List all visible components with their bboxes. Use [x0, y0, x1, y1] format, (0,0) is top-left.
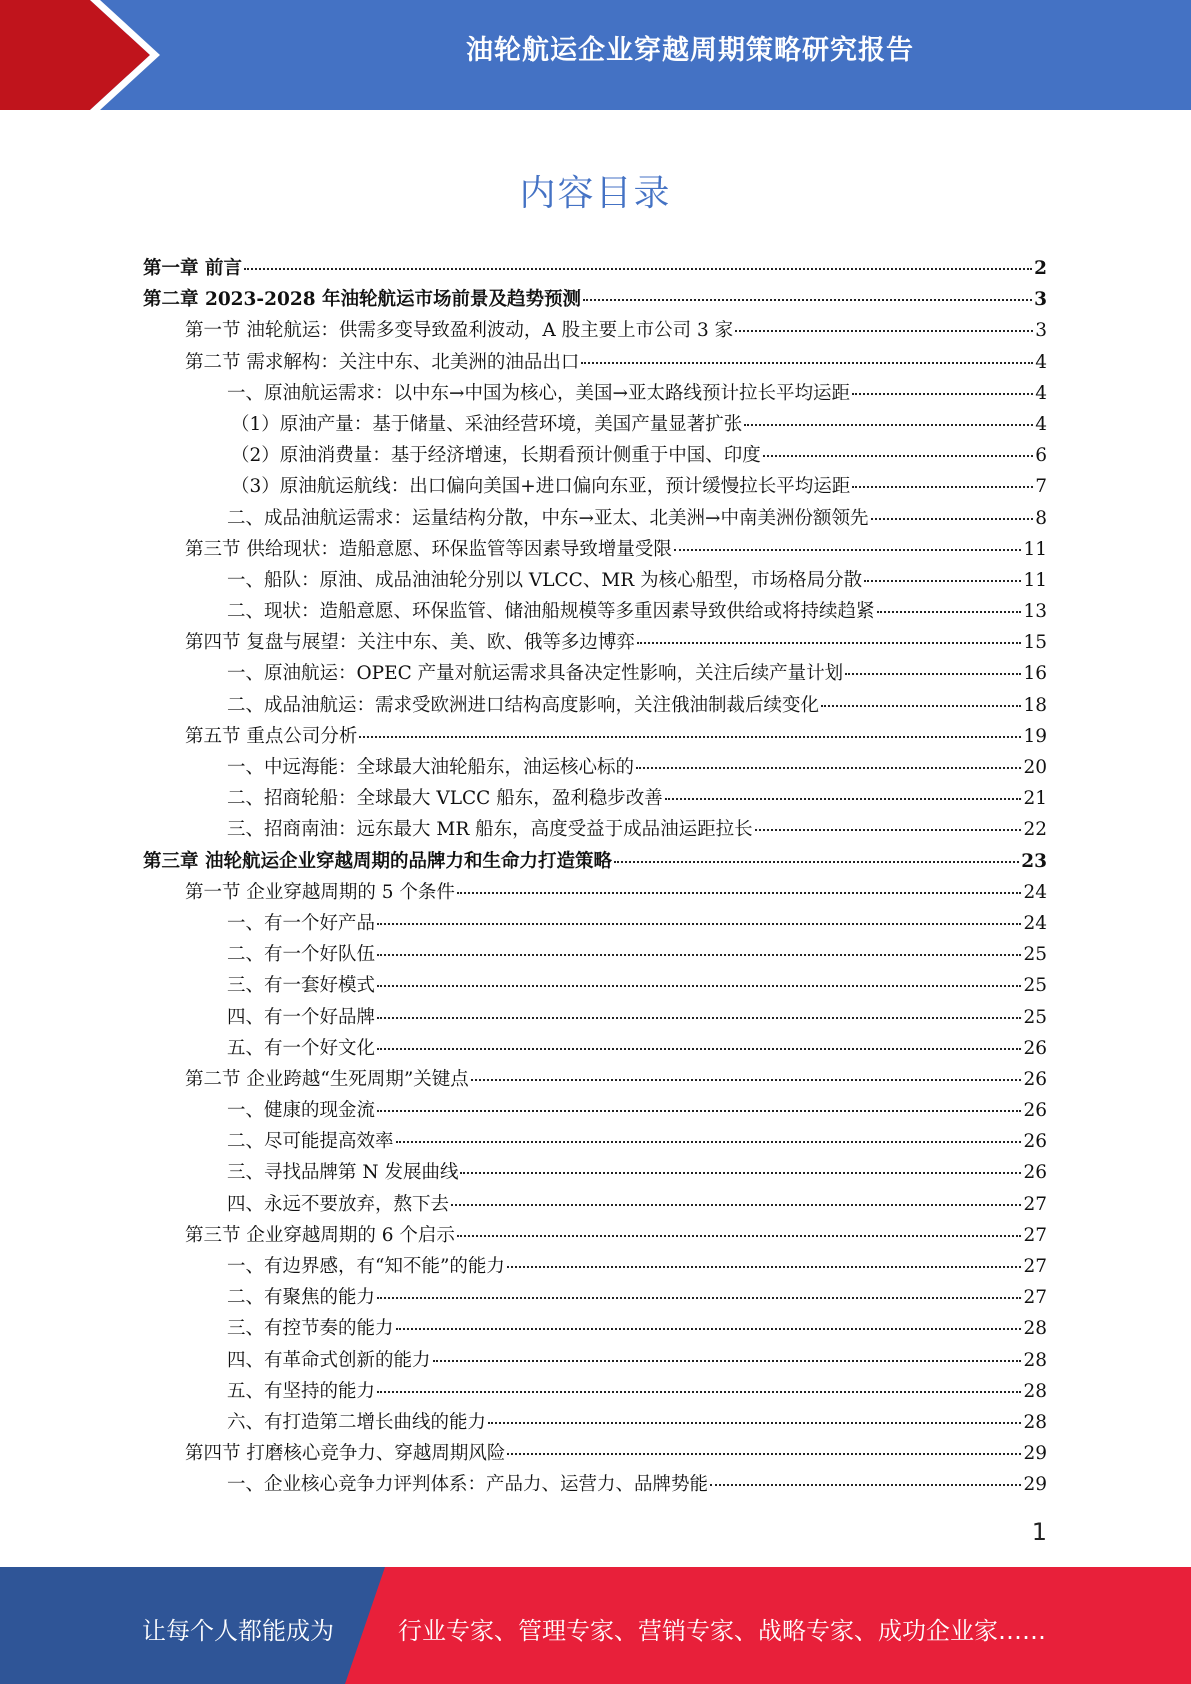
toc-entry[interactable]	[143, 908, 1047, 939]
toc-entry-text: 二、有一个好队伍	[227, 944, 376, 966]
toc-leader-dots	[377, 1297, 1021, 1299]
toc-entry[interactable]	[143, 1157, 1047, 1188]
toc-entry-page: 21	[1023, 788, 1047, 810]
toc-entry-text: 一、有边界感，有“知不能”的能力	[227, 1256, 505, 1277]
toc-entry-text: 二、现状：造船意愿、环保监管、储油船规模等多重因素导致供给或将持续趋紧	[227, 601, 875, 623]
toc-entry-page: 23	[1021, 850, 1047, 872]
toc-leader-dots	[377, 923, 1021, 925]
toc-entry-text: 二、成品油航运：需求受欧洲进口结构高度影响，关注俄油制裁后续变化	[227, 694, 820, 716]
toc-entry[interactable]	[143, 1407, 1047, 1438]
toc-leader-dots	[614, 861, 1019, 863]
toc-entry-text: 四、有革命式创新的能力	[227, 1349, 431, 1371]
toc-entry[interactable]	[143, 471, 1047, 502]
toc-entry[interactable]	[143, 253, 1047, 284]
toc-heading: 内容目录	[519, 173, 672, 214]
toc-entry-text: 第三节 企业穿越周期的 6 个启示	[185, 1224, 455, 1246]
toc-entry[interactable]	[143, 1469, 1047, 1500]
toc-leader-dots	[845, 673, 1021, 675]
toc-leader-dots	[377, 1048, 1021, 1050]
footer-slogan-left: 让每个人都能成为	[142, 1617, 334, 1645]
toc-entry[interactable]	[143, 1345, 1047, 1376]
toc-leader-dots	[451, 1204, 1021, 1206]
toc-leader-dots	[821, 705, 1021, 707]
toc-entry-text: 二、成品油航运需求：运量结构分散，中东→亚太、北美洲→中南美洲份额领先	[227, 507, 869, 529]
toc-entry[interactable]	[143, 970, 1047, 1001]
toc-entry[interactable]	[143, 1095, 1047, 1126]
toc-entry-text: 三、有一套好模式	[227, 975, 376, 997]
toc-entry-page: 20	[1023, 757, 1047, 778]
toc-entry-page: 19	[1023, 725, 1047, 747]
toc-entry-page: 8	[1035, 507, 1047, 529]
toc-leader-dots	[583, 299, 1032, 301]
toc-entry-page: 29	[1023, 1443, 1047, 1465]
toc-leader-dots	[852, 393, 1033, 395]
toc-entry-text: 第四节 复盘与展望：关注中东、美、欧、俄等多边博弈	[185, 632, 635, 654]
toc-entry-page: 26	[1023, 1131, 1047, 1153]
toc-entry-page: 24	[1023, 881, 1047, 903]
toc-leader-dots	[433, 1360, 1022, 1362]
toc-leader-dots	[581, 362, 1033, 364]
toc-entry-page: 25	[1023, 1006, 1047, 1028]
toc-entry-page: 4	[1035, 413, 1047, 435]
toc-entry[interactable]	[143, 1376, 1047, 1407]
toc-entry-text: 四、有一个好品牌	[227, 1006, 376, 1028]
toc-entry-text: 第一节 企业穿越周期的 5 个条件	[185, 881, 455, 903]
toc-leader-dots	[852, 486, 1033, 488]
toc-leader-dots	[471, 1079, 1022, 1081]
toc-entry-text: 第一节 油轮航运：供需多变导致盈利波动，A 股主要上市公司 3 家	[185, 320, 734, 342]
toc-entry-text: 第二章 2023-2028 年油轮航运市场前景及趋势预测	[143, 289, 582, 311]
toc-leader-dots	[396, 1328, 1022, 1330]
toc-leader-dots	[507, 1453, 1021, 1455]
toc-entry-page: 6	[1035, 445, 1047, 467]
toc-entry-text: 六、有打造第二增长曲线的能力	[227, 1411, 487, 1433]
toc-entry-text: 第三章 油轮航运企业穿越周期的品牌力和生命力打造策略	[143, 850, 612, 872]
toc-leader-dots	[877, 611, 1022, 613]
page-header	[0, 0, 1191, 110]
toc-entry-text: 三、寻找品牌第 N 发展曲线	[227, 1162, 459, 1184]
toc-entry-page: 18	[1023, 694, 1047, 716]
toc-entry-page: 4	[1035, 351, 1047, 373]
toc-entry-page: 24	[1023, 912, 1047, 934]
toc-entry[interactable]	[143, 440, 1047, 471]
toc-entry-text: 一、有一个好产品	[227, 912, 376, 934]
toc-entry[interactable]	[143, 1438, 1047, 1469]
toc-leader-dots	[755, 829, 1022, 831]
toc-entry-text: 第一章 前言	[143, 258, 242, 279]
toc-leader-dots	[710, 1484, 1021, 1486]
toc-entry[interactable]	[143, 783, 1047, 814]
toc-leader-dots	[457, 892, 1022, 894]
toc-entry-text: 一、原油航运需求：以中东→中国为核心，美国→亚太路线预计拉长平均运距	[227, 382, 851, 404]
toc-leader-dots	[396, 1141, 1022, 1143]
toc-entry[interactable]	[143, 284, 1047, 315]
toc-entry-page: 11	[1023, 569, 1047, 591]
toc-entry-page: 28	[1023, 1380, 1047, 1402]
toc-entry-page: 7	[1035, 476, 1047, 498]
toc-entry-page: 26	[1023, 1162, 1047, 1184]
toc-entry[interactable]	[143, 534, 1047, 565]
toc-leader-dots	[377, 954, 1021, 956]
toc-entry-text: 三、有控节奏的能力	[227, 1318, 394, 1340]
toc-entry[interactable]	[143, 846, 1047, 877]
toc-leader-dots	[871, 518, 1034, 520]
toc-entry[interactable]	[143, 315, 1047, 346]
toc-entry-text: 第五节 重点公司分析	[185, 725, 358, 747]
toc-entry[interactable]	[143, 814, 1047, 845]
toc-entry-text: 一、船队：原油、成品油油轮分别以 VLCC、MR 为核心船型，市场格局分散	[227, 569, 863, 591]
toc-leader-dots	[377, 985, 1021, 987]
toc-entry[interactable]	[143, 1251, 1047, 1282]
toc-entry-text: 一、企业核心竞争力评判体系：产品力、运营力、品牌势能	[227, 1474, 709, 1496]
table-of-contents	[143, 253, 1047, 1501]
page-number: 1	[1031, 1518, 1047, 1546]
toc-entry-page: 3	[1035, 320, 1047, 342]
toc-entry-text: 二、尽可能提高效率	[227, 1131, 394, 1153]
toc-entry[interactable]	[143, 1282, 1047, 1313]
toc-entry-page: 16	[1023, 663, 1047, 685]
toc-entry-page: 28	[1023, 1411, 1047, 1433]
toc-entry-text: 二、有聚焦的能力	[227, 1287, 376, 1309]
toc-entry[interactable]	[143, 409, 1047, 440]
toc-entry-text: （2）原油消费量：基于经济增速，长期看预计侧重于中国、印度	[231, 445, 761, 467]
toc-entry-text: （1）原油产量：基于储量、采油经营环境，美国产量显著扩张	[231, 413, 743, 435]
report-title: 油轮航运企业穿越周期策略研究报告	[466, 35, 914, 66]
toc-leader-dots	[864, 580, 1021, 582]
toc-entry-page: 28	[1023, 1318, 1047, 1340]
toc-entry-page: 28	[1023, 1349, 1047, 1371]
toc-entry-page: 15	[1023, 632, 1047, 654]
toc-entry[interactable]	[143, 596, 1047, 627]
toc-leader-dots	[377, 1110, 1021, 1112]
toc-entry[interactable]	[143, 658, 1047, 689]
toc-entry-page: 2	[1034, 258, 1047, 279]
toc-leader-dots	[665, 798, 1022, 800]
toc-entry-text: 三、招商南油：远东最大 MR 船东，高度受益于成品油运距拉长	[227, 819, 753, 841]
toc-leader-dots	[460, 1172, 1021, 1174]
toc-entry-page: 26	[1023, 1037, 1047, 1059]
toc-entry[interactable]	[143, 1189, 1047, 1220]
toc-entry[interactable]	[143, 1033, 1047, 1064]
toc-leader-dots	[674, 549, 1022, 551]
toc-leader-dots	[763, 455, 1033, 457]
toc-entry-page: 29	[1023, 1474, 1047, 1496]
toc-leader-dots	[744, 424, 1033, 426]
toc-entry-text: 一、健康的现金流	[227, 1100, 376, 1122]
toc-leader-dots	[377, 1391, 1021, 1393]
toc-leader-dots	[636, 767, 1021, 769]
toc-entry[interactable]	[143, 627, 1047, 658]
toc-leader-dots	[457, 1235, 1022, 1237]
toc-entry-page: 26	[1023, 1068, 1047, 1090]
toc-entry-text: 二、招商轮船：全球最大 VLCC 船东，盈利稳步改善	[227, 788, 663, 810]
toc-entry[interactable]	[143, 1313, 1047, 1344]
toc-entry-text: 五、有一个好文化	[227, 1037, 376, 1059]
toc-entry-text: 第二节 需求解构：关注中东、北美洲的油品出口	[185, 351, 580, 373]
toc-entry-page: 22	[1023, 819, 1047, 841]
toc-entry-page: 26	[1023, 1100, 1047, 1122]
toc-entry-page: 27	[1023, 1193, 1047, 1215]
toc-entry[interactable]	[143, 347, 1047, 378]
toc-leader-dots	[359, 736, 1021, 738]
toc-entry-page: 27	[1023, 1287, 1047, 1309]
toc-entry[interactable]	[143, 565, 1047, 596]
toc-entry[interactable]	[143, 939, 1047, 970]
toc-leader-dots	[377, 1017, 1021, 1019]
toc-leader-dots	[488, 1422, 1021, 1424]
toc-entry-page: 11	[1023, 538, 1047, 560]
toc-entry[interactable]	[143, 752, 1047, 783]
toc-entry-page: 25	[1023, 944, 1047, 966]
toc-entry-text: 四、永远不要放弃，熬下去	[227, 1193, 450, 1215]
toc-entry-text: 一、中远海能：全球最大油轮船东，油运核心标的	[227, 757, 635, 778]
toc-leader-dots	[735, 330, 1033, 332]
toc-entry-text: 一、原油航运：OPEC 产量对航运需求具备决定性影响，关注后续产量计划	[227, 663, 844, 685]
toc-entry-page: 27	[1023, 1224, 1047, 1246]
toc-entry[interactable]	[143, 1002, 1047, 1033]
toc-entry[interactable]	[143, 378, 1047, 409]
toc-entry-text: （3）原油航运航线：出口偏向美国+进口偏向东亚，预计缓慢拉长平均运距	[231, 476, 851, 498]
toc-entry-text: 第二节 企业跨越“生死周期”关键点	[185, 1068, 469, 1090]
toc-entry-page: 27	[1023, 1256, 1047, 1277]
toc-leader-dots	[637, 642, 1022, 644]
toc-entry[interactable]	[143, 1220, 1047, 1251]
toc-entry[interactable]	[143, 503, 1047, 534]
page-footer	[0, 1567, 1191, 1684]
toc-entry-page: 25	[1023, 975, 1047, 997]
toc-entry-page: 3	[1034, 289, 1047, 311]
toc-leader-dots	[244, 268, 1032, 270]
toc-entry-text: 第四节 打磨核心竞争力、穿越周期风险	[185, 1443, 506, 1465]
toc-entry-text: 第三节 供给现状：造船意愿、环保监管等因素导致增量受限	[185, 538, 672, 560]
toc-entry[interactable]	[143, 1064, 1047, 1095]
toc-entry[interactable]	[143, 1126, 1047, 1157]
toc-entry-text: 五、有坚持的能力	[227, 1380, 376, 1402]
toc-entry-page: 13	[1023, 601, 1047, 623]
toc-entry[interactable]	[143, 877, 1047, 908]
toc-entry[interactable]	[143, 721, 1047, 752]
toc-leader-dots	[507, 1266, 1022, 1268]
toc-entry-page: 4	[1035, 382, 1047, 404]
footer-slogan-right: 行业专家、管理专家、营销专家、战略专家、成功企业家……	[398, 1617, 1046, 1645]
toc-entry[interactable]	[143, 690, 1047, 721]
